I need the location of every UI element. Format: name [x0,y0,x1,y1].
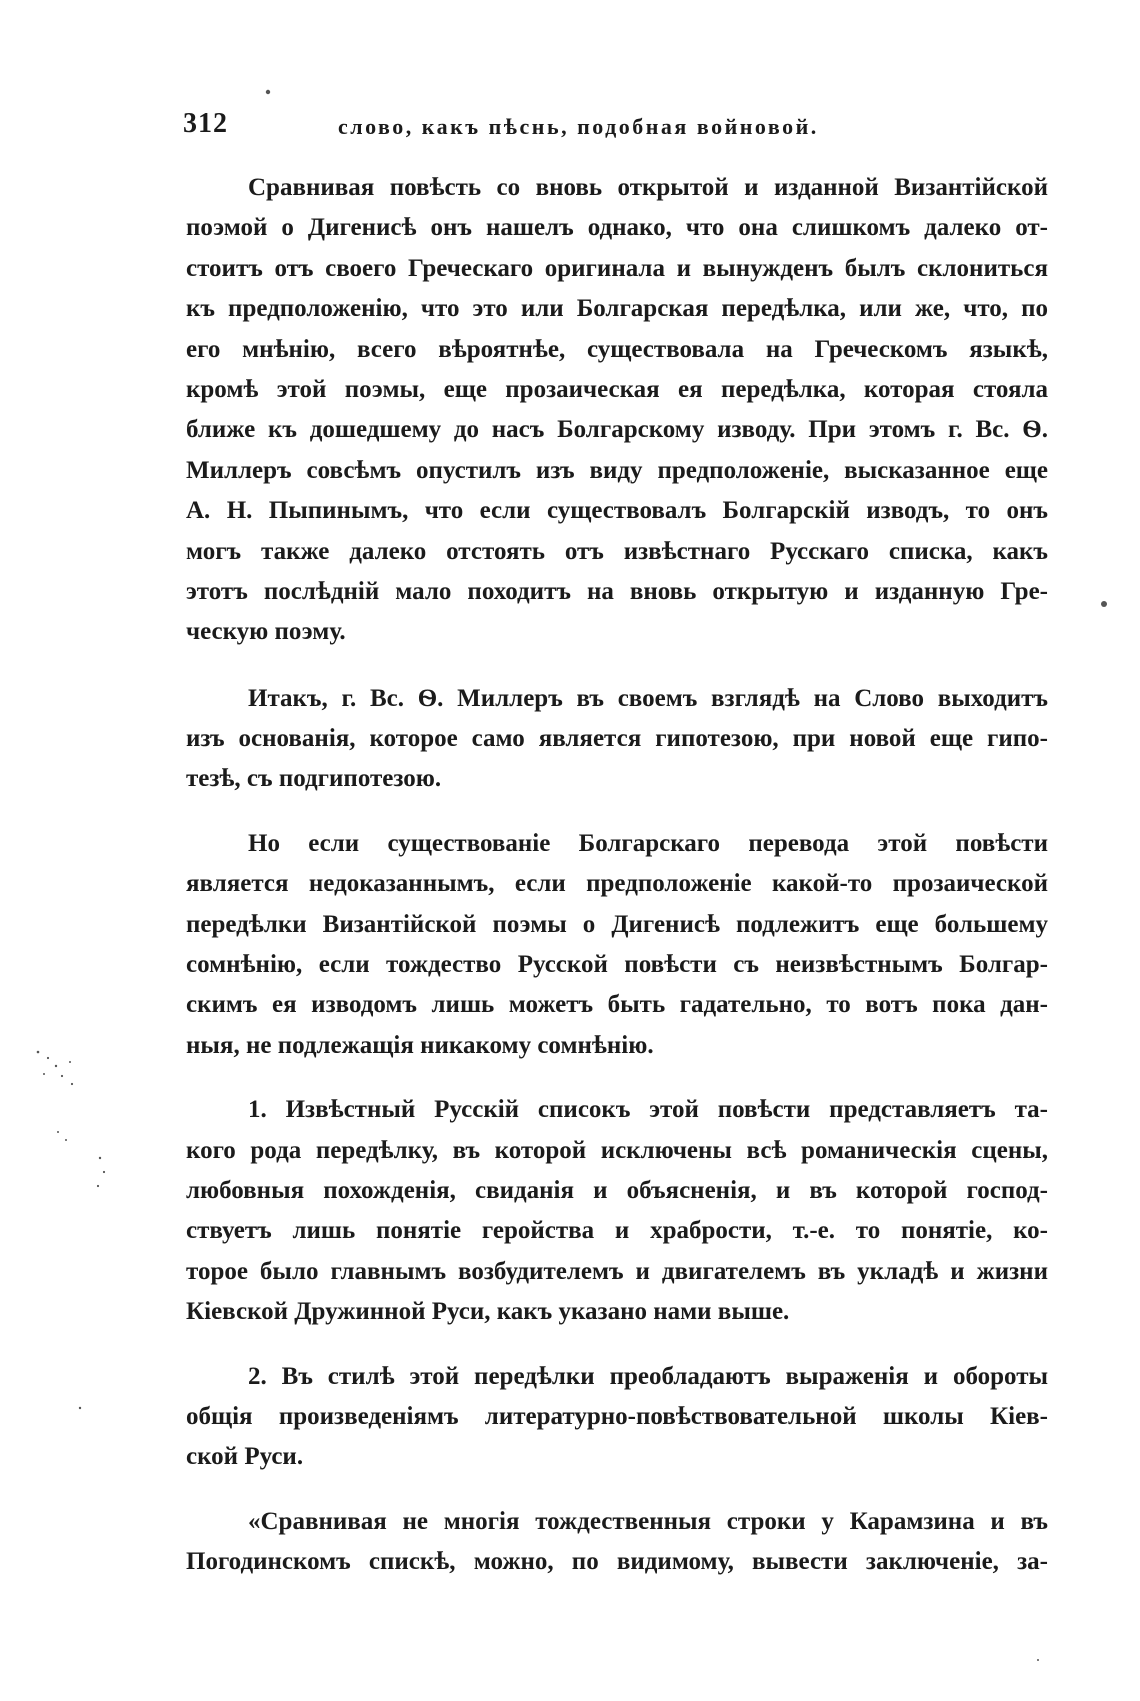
page-number: 312 [183,108,228,139]
text-line: ныя, не подлежащія никакому сомнѣнію. [186,1031,654,1059]
paragraph [186,679,1048,800]
text-line: Кіевской Дружинной Руси, какъ указано нами выше. [186,1298,790,1326]
text-line: кромѣ этой поэмы, еще прозаическая ея передѣлка, которая стояла [186,375,1048,403]
paragraph [186,1090,1048,1332]
text-line: тезѣ, съ подгипотезою. [186,765,442,793]
text-line: любовныя похожденія, свиданія и объясненія, и въ которой господ- [186,1176,1048,1204]
text-line: его мнѣнію, всего вѣроятнѣе, существовала на Греческомъ языкѣ, [186,335,1048,363]
paragraph-gap [186,1478,1048,1502]
text-line: могъ также далеко отстоять отъ извѣстнаго Русскаго списка, какъ [186,537,1048,565]
text-line: А. Н. Пыпинымъ, что если существовалъ Болгарскій изводъ, то онъ [186,497,1048,525]
paragraph [186,824,1048,1066]
text-line: ской Руси. [186,1443,304,1471]
text-line: кого рода передѣлку, въ которой исключены всѣ романическія сцены, [186,1136,1048,1164]
page-header [183,108,1053,148]
text-line: Сравнивая повѣсть со вновь открытой и изданной Византійской [248,174,1048,201]
text-line: общія произведеніямъ литературно-повѣствовательной школы Кіев- [186,1402,1048,1430]
text-line: изъ основанія, которое само является гипотезою, при новой еще гипо- [186,725,1048,753]
text-line: стоитъ отъ своего Греческаго оригинала и вынужденъ былъ склониться [186,254,1048,282]
text-line: Миллеръ совсѣмъ опустилъ изъ виду предположеніе, высказанное еще [186,456,1048,484]
text-line: передѣлки Византійской поэмы о Дигенисѣ подлежитъ еще большему [186,910,1048,938]
paragraph [186,168,1048,653]
text-line: ближе къ дошедшему до насъ Болгарскому изводу. При этомъ г. Вс. Ѳ. [186,416,1048,444]
text-line: поэмой о Дигенисѣ онъ нашелъ однако, что она слишкомъ далеко от- [186,214,1048,242]
body-text [186,168,1048,1583]
text-line: ствуетъ лишь понятіе геройства и храбрости, т.-е. то понятіе, ко- [186,1217,1048,1245]
paragraph-gap [186,653,1048,679]
paragraph [186,1502,1048,1583]
paragraph-gap [186,1333,1048,1357]
running-head: слово, какъ пѣснь, подобная войновой. [338,114,819,139]
paragraph-gap [186,800,1048,824]
paragraph-gap [186,1066,1048,1090]
text-line: 1. Извѣстный Русскій списокъ этой повѣсти представляетъ та- [248,1096,1048,1124]
text-line: ческую поэму. [186,618,346,646]
text-line: торое было главнымъ возбудителемъ и двигателемъ въ укладѣ и жизни [186,1257,1048,1285]
text-line: Но если существованіе Болгарскаго перевода этой повѣсти [248,829,1048,857]
text-line: Итакъ, г. Вс. Ѳ. Миллеръ въ своемъ взглядѣ на Слово выходитъ [248,684,1048,712]
text-line: этотъ послѣдній мало походитъ на вновь открытую и изданную Гре- [186,577,1048,605]
text-line: къ предположенію, что это или Болгарская передѣлка, или же, что, по [186,295,1048,323]
text-line: 2. Въ стилѣ этой передѣлки преобладаютъ выраженія и обороты [248,1362,1048,1390]
text-line: скимъ ея изводомъ лишь можетъ быть гадательно, то вотъ пока дан- [186,991,1048,1019]
text-line: является недоказаннымъ, если предположеніе какой-то прозаической [186,870,1048,898]
text-line: Погодинскомъ спискѣ, можно, по видимому, вывести заключеніе, за- [186,1548,1048,1576]
paragraph [186,1357,1048,1478]
text-line: сомнѣнію, если тождество Русской повѣсти съ неизвѣстнымъ Болгар- [186,951,1048,979]
text-line: «Сравнивая не многія тождественныя строки у Карамзина и въ [248,1507,1048,1535]
